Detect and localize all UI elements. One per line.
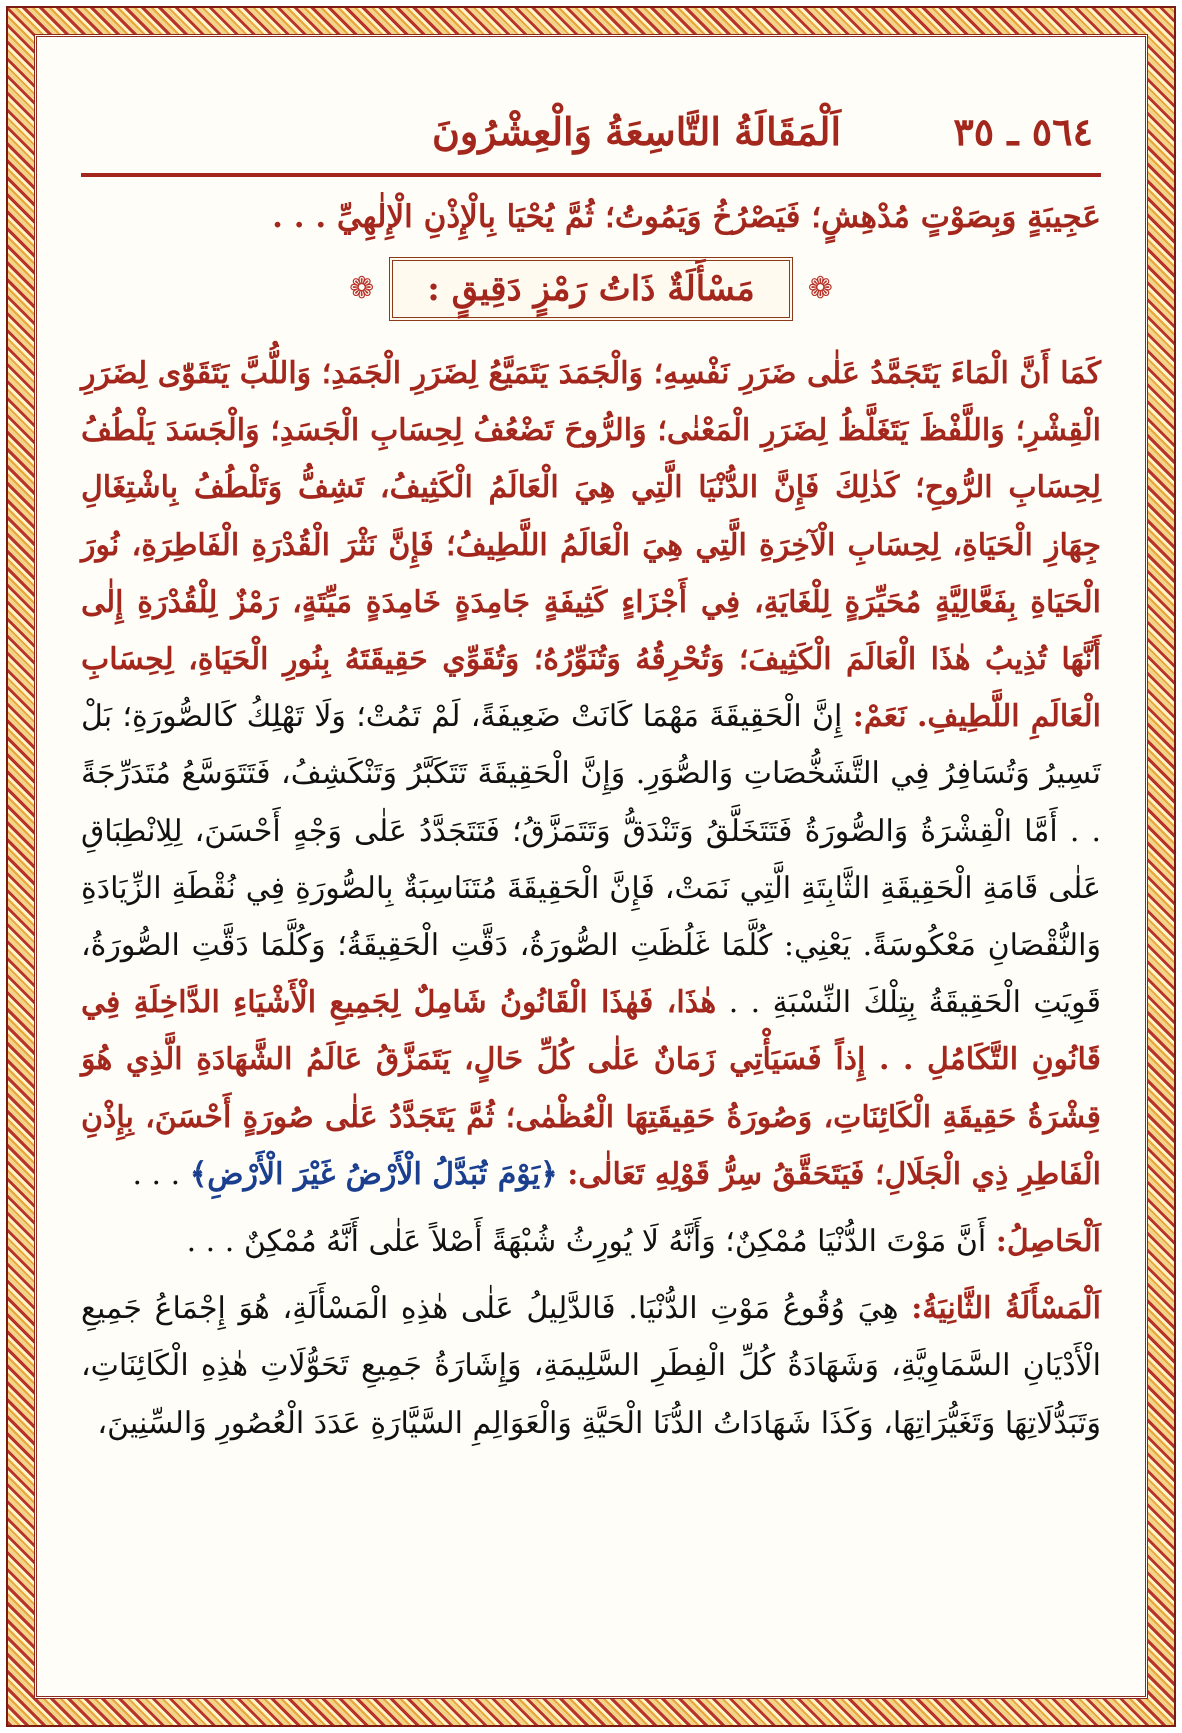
main-paragraph (81, 345, 1101, 1203)
highlighted-text: كَمَا أَنَّ الْمَاءَ يَتَجَمَّدُ عَلٰى ضَرَرِ نَفْسِهِ؛ وَالْجَمَدَ يَتَمَيَّعُ لِضَرَرِ الْجَمَدِ؛ وَاللُّبَّ يَتَقَوّٰى لِضَرَرِ الْقِشْرِ؛ وَاللَّفْظَ يَتَغَلَّظُ لِضَرَرِ الْمَعْنٰى؛ وَالرُّوحَ تَضْعُفُ لِحِسَابِ الْجَسَدِ؛ وَالْجَسَدَ يَلْطُفُ لِحِسَابِ الرُّوحِ؛ كَذٰلِكَ فَإِنَّ الدُّنْيَا الَّتِي هِيَ الْعَالَمُ الْكَثِيفُ، تَشِفُّ وَتَلْطُفُ بِاشْتِغَالِ جِهَازِ الْحَيَاةِ، لِحِسَابِ الْآخِرَةِ الَّتِي هِيَ الْعَالَمُ اللَّطِيفُ؛ فَإِنَّ نَثْرَ الْقُدْرَةِ الْفَاطِرَةِ، نُورَ الْحَيَاةِ بِفَعَّالِيَّةٍ مُحَيِّرَةٍ لِلْغَايَةِ، فِي أَجْزَاءٍ كَثِيفَةٍ جَامِدَةٍ خَامِدَةٍ مَيِّتَةٍ، رَمْزٌ لِلْقُدْرَةِ إِلٰى أَنَّهَا تُذِيبُ هٰذَا الْعَالَمَ الْكَثِيفَ؛ وَتُحْرِقُهُ وَتُنَوِّرُهُ؛ وَتُقَوِّي حَقِيقَتَهُ بِنُورِ الْحَيَاةِ، لِحِسَابِ الْعَالَمِ اللَّطِيفِ. (81, 356, 1102, 735)
page-content (81, 63, 1101, 1676)
section-heading (81, 251, 1101, 335)
second-issue-text: هِيَ وُقُوعُ مَوْتِ الدُّنْيَا. فَالدَّلِيلُ عَلٰى هٰذِهِ الْمَسْأَلَةِ، هُوَ إِجْمَاعُ جَمِيعِ الْأَدْيَانِ السَّمَاوِيَّةِ، وَشَهَادَةُ كُلِّ الْفِطَرِ السَّلِيمَةِ، وَإِشَارَةُ جَمِيعِ تَحَوُّلَاتِ هٰذِهِ الْكَائِنَاتِ، وَتَبَدُّلَاتِهَا وَتَغَيُّرَاتِهَا، وَكَذَا شَهَادَاتُ الدُّنَا الْحَيَّةِ وَالْعَوَالِمِ السَّيَّارَةِ عَدَدَ الْعُصُورِ وَالسِّنِينَ، (81, 1291, 1101, 1441)
inline-label: نَعَمْ: (852, 699, 907, 735)
body-text: إِنَّ الْحَقِيقَةَ مَهْمَا كَانَتْ ضَعِيفَةً، لَمْ تَمُتْ؛ وَلَا تَهْلِكُ كَالصُّورَةِ؛ بَلْ تَسِيرُ وَتُسَافِرُ فِي التَّشَخُّصَاتِ وَالصُّوَرِ. وَإِنَّ الْحَقِيقَةَ تَتَكَبَّرُ وَتَنْكَشِفُ، فَتَتَوَسَّعُ مُتَدَرِّجَةً . . أَمَّا الْقِشْرَةُ وَالصُّورَةُ فَتَتَخَلَّقُ وَتَنْدَقُّ وَتَتَمَزَّقُ؛ فَتَتَجَدَّدُ عَلٰى وَجْهٍ أَحْسَنَ، لِلِانْطِبَاقِ عَلٰى قَامَةِ الْحَقِيقَةِ الثَّابِتَةِ الَّتِي نَمَتْ، فَإِنَّ الْحَقِيقَةَ مُتَنَاسِبَةٌ بِالصُّورَةِ فِي نُقْطَةِ الزِّيَادَةِ وَالنُّقْصَانِ مَعْكُوسَةً. يَعْنِي: كُلَّمَا غَلُظَتِ الصُّورَةُ، دَقَّتِ الْحَقِيقَةُ؛ وَكُلَّمَا دَقَّتِ الصُّورَةُ، قَوِيَتِ الْحَقِيقَةُ بِتِلْكَ النِّسْبَةِ . . (81, 699, 1101, 1021)
flower-ornament-icon: ❁ (349, 271, 375, 306)
second-issue-label: اَلْمَسْأَلَةُ الثَّانِيَةُ: (911, 1291, 1101, 1327)
section-title-box: مَسْأَلَةٌ ذَاتُ رَمْزٍ دَقِيقٍ : (389, 257, 792, 321)
ellipsis-text: . . . (132, 1156, 181, 1192)
page-title: اَلْمَقَالَةُ التَّاسِعَةُ وَالْعِشْرُونَ (432, 109, 841, 154)
flower-ornament-icon: ❁ (807, 271, 833, 306)
second-issue-paragraph (81, 1280, 1101, 1452)
highlighted-text: هٰذَا، فَهٰذَا الْقَانُونُ شَامِلٌ لِجَمِيعِ الْأَشْيَاءِ الدَّاخِلَةِ فِي قَانُونِ التَّكَامُلِ . . إِذاً فَسَيَأْتِي زَمَانٌ عَلٰى كُلِّ حَالٍ، يَتَمَزَّقُ عَالَمُ الشَّهَادَةِ الَّذِي هُوَ قِشْرَةُ حَقِيقَةِ الْكَائِنَاتِ، وَصُورَةُ حَقِيقَتِهَا الْعُظْمٰى؛ ثُمَّ يَتَجَدَّدُ عَلٰى صُورَةٍ أَحْسَنَ، بِإِذْنِ الْفَاطِرِ ذِي الْجَلَالِ؛ فَيَتَحَقَّقُ سِرُّ قَوْلِهِ تَعَالٰى: (81, 985, 1101, 1192)
page-header (81, 63, 1101, 177)
conclusion-label: اَلْحَاصِلُ: (995, 1224, 1101, 1260)
lead-text: عَجِيبَةٍ وَبِصَوْتٍ مُدْهِشٍ؛ فَيَصْرُخُ وَيَمُوتُ؛ ثُمَّ يُحْيَا بِالْإِذْنِ الْإِلٰهِيِّ . . . (272, 199, 1101, 235)
page-number: ٥٦٤ ـ ٣٥ (953, 109, 1093, 154)
quran-verse: ﴿يَوْمَ تُبَدَّلُ الْأَرْضُ غَيْرَ الْأَرْضِ﴾ (189, 1156, 558, 1192)
page-frame (34, 34, 1148, 1699)
conclusion-paragraph (81, 1213, 1101, 1270)
conclusion-text: أَنَّ مَوْتَ الدُّنْيَا مُمْكِنٌ؛ وَأَنَّهُ لَا يُورِثُ شُبْهَةً أَصْلاً عَلٰى أَنَّهُ مُمْكِنٌ . . . (186, 1224, 987, 1260)
decorative-border (6, 6, 1176, 1727)
